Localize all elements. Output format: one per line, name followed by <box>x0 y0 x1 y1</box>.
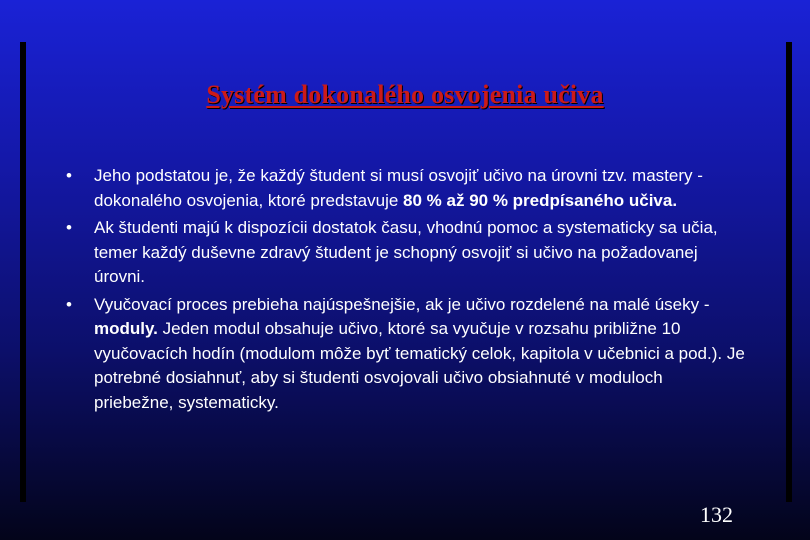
bullet-dot-icon: • <box>66 166 72 185</box>
bullet-item <box>66 164 746 213</box>
bullet-item <box>66 216 746 290</box>
page-number: 132 <box>700 502 733 527</box>
bullet-list <box>66 164 746 418</box>
bullet-item <box>66 293 746 416</box>
right-decor-bar <box>786 42 792 502</box>
bullet-text-bold: 80 % až 90 % predpísaného učiva. <box>403 190 678 210</box>
bullet-dot-icon: • <box>66 218 72 237</box>
bullet-text-bold: moduly. <box>94 319 158 338</box>
bullet-dot-icon: • <box>66 294 72 314</box>
bullet-text: Jeho podstatou je, že každý študent si musí osvojiť učivo na úrovni tzv. mastery - dokonalého osvojenia, ktoré predstavuje <box>94 166 703 210</box>
bullet-text: Vyučovací proces prebieha najúspešnejšie, ak je učivo rozdelené na malé úseky - <box>94 294 710 314</box>
bullet-text: Ak študenti majú k dispozícii dostatok času, vhodnú pomoc a systematicky sa učia, temer každý duševne zdravý študent je schopný osvojiť si učivo na požadovanej úrovni. <box>94 218 718 286</box>
bullet-text: Jeden modul obsahuje učivo, ktoré sa vyučuje v rozsahu približne 10 vyučovacích hodín (modulom môže byť tematický celok, kapitola v učebnici a pod.). Je potrebné dosiahnuť, aby si študenti osvojovali učivo obsiahnuté v moduloch priebežne, systematicky. <box>94 319 745 412</box>
slide-title: Systém dokonalého osvojenia učiva <box>206 80 604 109</box>
left-decor-bar <box>20 42 26 502</box>
